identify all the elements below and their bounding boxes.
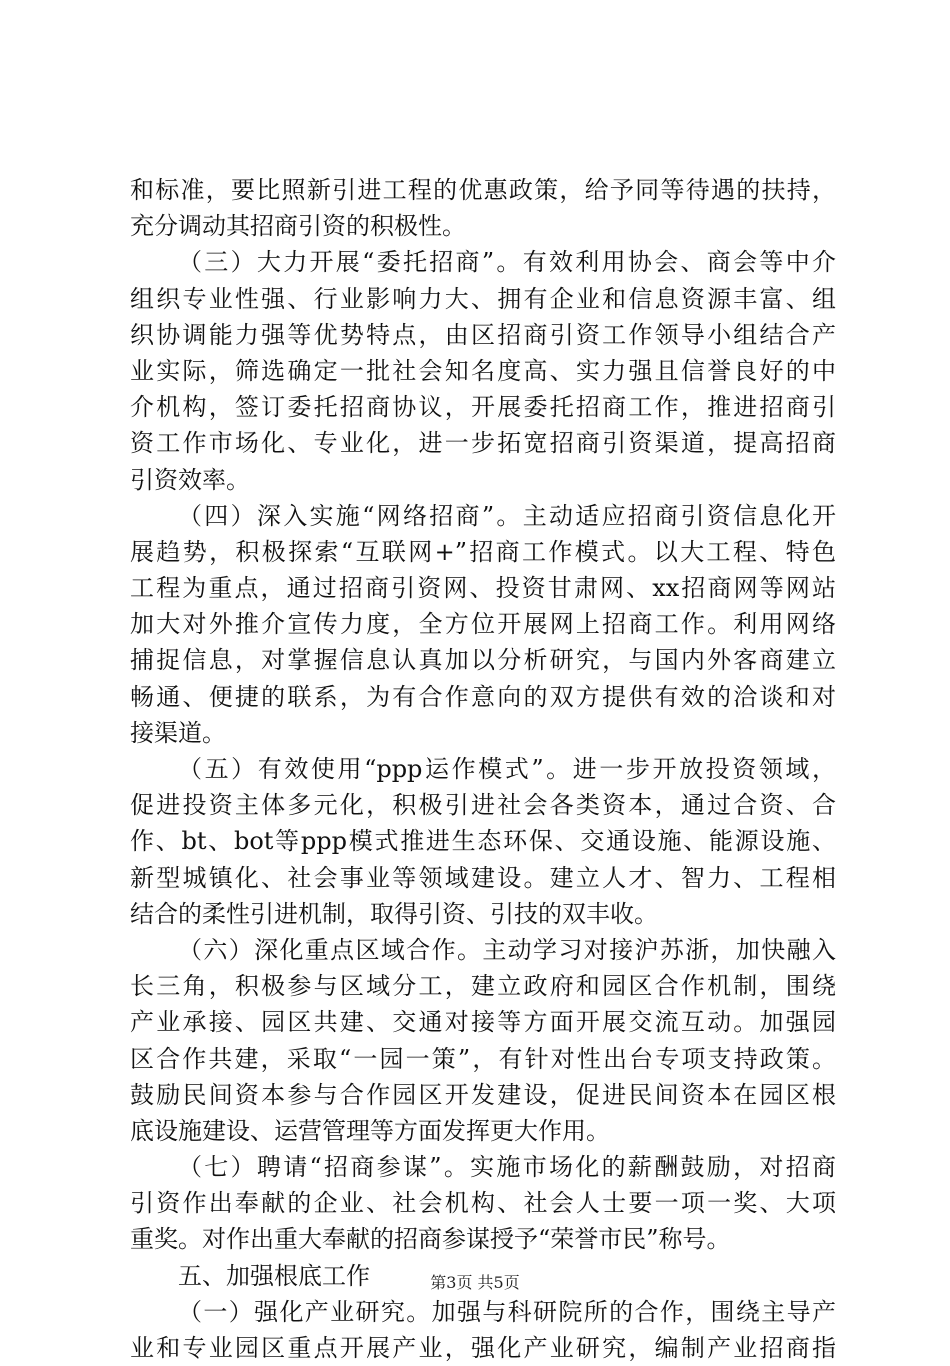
text-line: （七）聘请“招商参谋”。实施市场化的薪酬鼓励，对招商 bbox=[178, 1153, 836, 1182]
text-line: （六）深化重点区域合作。主动学习对接沪苏浙，加快融入 bbox=[178, 935, 836, 964]
text-line: 展趋势，积极探索“互联网+”招商工作模式。以大工程、特色 bbox=[130, 537, 836, 566]
text-line: 产业承接、园区共建、交通对接等方面开展交流互动。加强园 bbox=[130, 1008, 836, 1037]
text-line: 新型城镇化、社会事业等领域建设。建立人才、智力、工程相 bbox=[130, 863, 836, 892]
text-line: 五、加强根底工作 bbox=[178, 1261, 370, 1290]
text-line: 引资效率。 bbox=[130, 465, 250, 494]
text-line: 引资作出奉献的企业、社会机构、社会人士要一项一奖、大项 bbox=[130, 1189, 836, 1218]
page-number-label: 第3页 共5页 bbox=[430, 1273, 520, 1292]
text-line: 作、bt、bot等ppp模式推进生态环保、交通设施、能源设施、 bbox=[130, 827, 836, 856]
text-line: 工程为重点，通过招商引资网、投资甘肃网、xx招商网等网站 bbox=[130, 574, 836, 603]
text-line: 长三角，积极参与区域分工，建立政府和园区合作机制，围绕 bbox=[130, 972, 836, 1001]
text-line: 捕捉信息，对掌握信息认真加以分析研究，与国内外客商建立 bbox=[130, 646, 836, 675]
text-line: （五）有效使用“ppp运作模式”。进一步开放投资领域， bbox=[178, 755, 836, 783]
text-line: 底设施建设、运营管理等方面发挥更大作用。 bbox=[130, 1116, 610, 1145]
text-line: 促进投资主体多元化，积极引进社会各类资本，通过合资、合 bbox=[130, 791, 836, 820]
text-line: 鼓励民间资本参与合作园区开发建设，促进民间资本在园区根 bbox=[130, 1080, 836, 1109]
document-body bbox=[130, 172, 836, 1366]
text-line: （三）大力开展“委托招商”。有效利用协会、商会等中介 bbox=[178, 248, 836, 277]
page-footer bbox=[0, 1270, 950, 1293]
text-line: 结合的柔性引进机制，取得引资、引技的双丰收。 bbox=[130, 899, 658, 928]
text-line: 接渠道。 bbox=[130, 718, 226, 747]
text-line: 业和专业园区重点开展产业，强化产业研究，编制产业招商指 bbox=[130, 1334, 836, 1362]
text-line: 充分调动其招商引资的积极性。 bbox=[130, 212, 466, 241]
text-line: 加大对外推介宣传力度，全方位开展网上招商工作。利用网络 bbox=[130, 610, 836, 639]
text-line: 和标准，要比照新引进工程的优惠政策，给予同等待遇的扶持， bbox=[130, 176, 836, 204]
text-line: （四）深入实施“网络招商”。主动适应招商引资信息化开 bbox=[178, 501, 836, 530]
text-line: 资工作市场化、专业化，进一步拓宽招商引资渠道，提高招商 bbox=[130, 429, 836, 458]
text-line: 织协调能力强等优势特点，由区招商引资工作领导小组结合产 bbox=[130, 320, 836, 349]
text-line: 介机构，签订委托招商协议，开展委托招商工作，推进招商引 bbox=[130, 393, 836, 422]
text-line: （一）强化产业研究。加强与科研院所的合作，围绕主导产 bbox=[178, 1297, 836, 1326]
text-line: 组织专业性强、行业影响力大、拥有企业和信息资源丰富、组 bbox=[130, 284, 836, 313]
text-line: 业实际，筛选确定一批社会知名度高、实力强且信誉良好的中 bbox=[130, 356, 836, 385]
text-line: 区合作共建，采取“一园一策”，有针对性出台专项支持政策。 bbox=[130, 1044, 836, 1073]
text-line: 重奖。对作出重大奉献的招商参谋授予“荣誉市民”称号。 bbox=[130, 1225, 731, 1254]
text-line: 畅通、便捷的联系，为有合作意向的双方提供有效的洽谈和对 bbox=[130, 682, 836, 711]
